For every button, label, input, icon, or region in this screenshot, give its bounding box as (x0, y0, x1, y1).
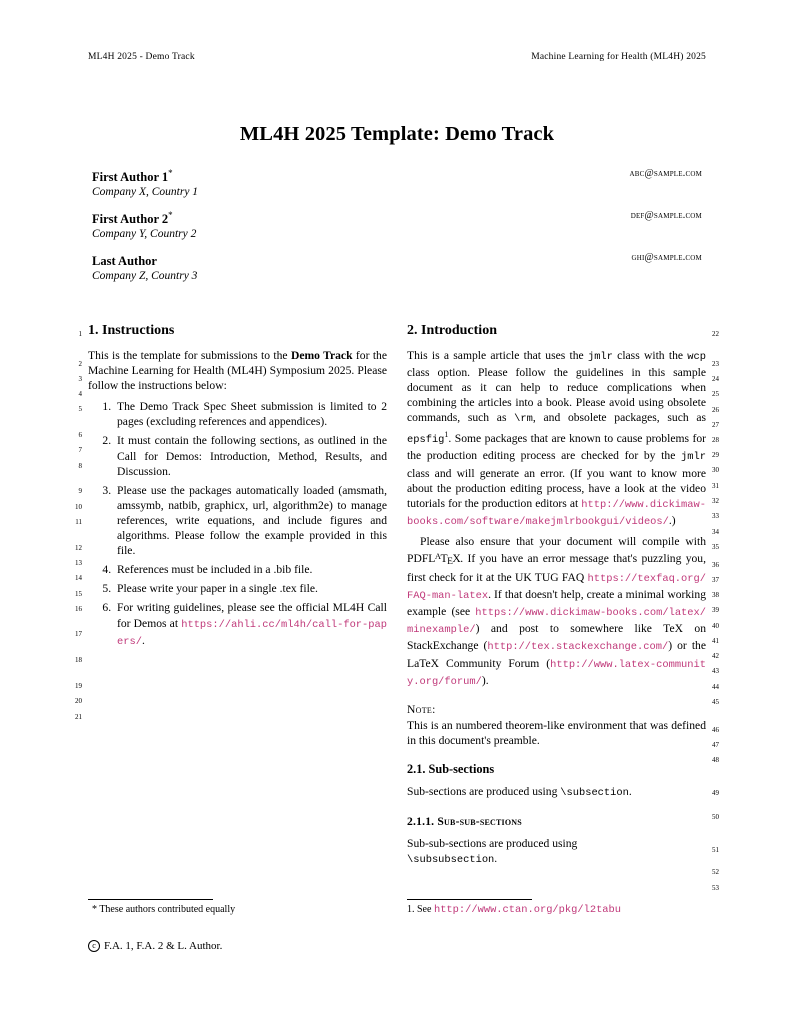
running-head-right: Machine Learning for Health (ML4H) 2025 (531, 52, 706, 62)
p1-text-2: class with the (612, 349, 688, 362)
intro-text-b: for the Machine Learning for Health (ML4H) Symposium 2025. Please follow the instructions below: (88, 349, 387, 393)
footnote-text: See (417, 904, 434, 915)
footnote-right (407, 903, 697, 917)
line-number: 45 (712, 698, 719, 706)
author-name (92, 208, 702, 227)
running-head-left: ML4H 2025 - Demo Track (88, 52, 195, 62)
list-item: 1. The Demo Track Spec Sheet submission is limited to 2 pages (excluding references and appendices). (114, 399, 387, 429)
line-number: 15 (75, 590, 82, 598)
line-number: 53 (712, 884, 719, 892)
intro-text-a: This is the template for submissions to the (88, 349, 291, 362)
author-email[interactable]: def@sample.com (630, 210, 702, 221)
author-footnote-marker: * (168, 168, 173, 178)
page-title: ML4H 2025 Template: Demo Track (239, 123, 555, 145)
line-number: 23 (712, 360, 719, 368)
line-number: 14 (75, 574, 82, 582)
line-number: 42 (712, 652, 719, 660)
p1-text-3: class option. Please follow the guidelines in this sample document as it can help to reduce complications when combining the articles into a book. Please avoid using obsolete commands, such as (407, 366, 706, 425)
ctan-l2tabu-link[interactable]: http://www.ctan.org/pkg/l2tabu (433, 904, 622, 916)
line-number: 27 (712, 421, 719, 429)
author-row (92, 250, 702, 282)
dickimaw-videos-link[interactable]: http://www.dickimaw-books.com/software/makejmlrbookgui/videos/ (407, 498, 706, 528)
subsection-text-a: Sub-sections are produced using (407, 785, 561, 799)
intro-paragraph-1 (407, 348, 706, 530)
line-number: 17 (75, 630, 82, 638)
line-number: 33 (712, 512, 719, 520)
line-number: 7 (78, 446, 82, 454)
line-number: 47 (712, 741, 719, 749)
latex-logo: $L^AT_EX$ (428, 550, 461, 567)
author-email[interactable]: abc@sample.com (629, 168, 702, 179)
subsection-text-b: . (628, 785, 632, 799)
line-number: 28 (712, 436, 719, 444)
subsubsection-heading (407, 814, 706, 829)
p2-text-3: . If that doesn't help, create a minimal working example (see (407, 588, 706, 619)
list-item: 2. It must contain the following sections, as outlined in the Call for Demos: Introduction, Method, Results, and Discussion. (114, 433, 387, 478)
copyright-icon: c (88, 940, 100, 952)
subsection-title: Sub-sections (428, 762, 495, 777)
line-number: 41 (712, 637, 719, 645)
line-number: 13 (75, 559, 82, 567)
line-number: 38 (712, 591, 719, 599)
list-item: 4. References must be included in a .bib file. (114, 562, 387, 577)
line-number: 52 (712, 868, 719, 876)
line-number: 8 (78, 462, 82, 470)
line-number: 1 (78, 330, 82, 338)
line-number: 11 (75, 518, 82, 526)
copyright-text: F.A. 1, F.A. 2 & L. Author. (104, 940, 223, 952)
line-number: 37 (712, 576, 719, 584)
line-number: 3 (78, 375, 82, 383)
author-email[interactable]: ghi@sample.com (631, 252, 702, 263)
section-number: 2. (407, 323, 418, 338)
line-number: 29 (712, 451, 719, 459)
list-item: 6. For writing guidelines, please see the official ML4H Call for Demos at https://ahli.cc/ml4h/call-for-papers/. (114, 600, 387, 649)
p1-text-6: class and will generate an error. (If you want to know more about the production editing process, have a look at the video tutorials for the production editors at (407, 466, 706, 510)
p2-text-5: ) or the LaTeX Community Forum ( (407, 639, 706, 670)
author-block (92, 166, 702, 292)
author-name-text: First Author 2 (92, 212, 169, 227)
line-number: 31 (712, 482, 719, 490)
section-number: 1. (88, 323, 99, 338)
texfaq-link[interactable]: https://texfaq.org/FAQ-man-latex (407, 573, 706, 603)
intro-paragraph (88, 348, 387, 393)
line-number: 20 (75, 697, 82, 705)
author-affiliation: Company Y, Country 2 (92, 228, 197, 241)
p1-text-4: , and obsolete packages, such as (532, 411, 707, 425)
p1-text-1: This is a sample article that uses the (407, 349, 588, 362)
right-column (407, 322, 706, 872)
footnote-rule-left (88, 899, 213, 900)
line-number: 2 (78, 360, 82, 368)
p2-text-1: Please also ensure that your document will compile with PDF (407, 534, 706, 565)
p1-text-5: . Some packages that are known to cause problems for the production editing process are checked for by the (407, 432, 706, 463)
line-number: 39 (712, 606, 719, 614)
p2-text-6: ). (481, 673, 489, 687)
line-number: 30 (712, 466, 719, 474)
line-number: 51 (712, 846, 719, 854)
p1-code-epsfig: epsfig (407, 434, 445, 447)
p1-code-jmlr-2: jmlr (681, 451, 706, 464)
subsubsection-code: \subsubsection (407, 854, 495, 867)
section-heading-introduction (407, 322, 706, 339)
line-number: 10 (75, 503, 82, 511)
author-name-text: Last Author (92, 254, 157, 269)
author-affiliation: Company Z, Country 3 (92, 270, 198, 283)
line-number: 34 (712, 528, 719, 536)
subsubsection-number: 2.1.1. (407, 815, 435, 829)
intro-bold-demo-track: Demo Track (290, 349, 353, 362)
subsubsection-title: Sub-sub-sections (437, 815, 522, 829)
line-number: 16 (75, 605, 82, 613)
list-item: 3. Please use the packages automatically loaded (amsmath, amssymb, natbib, graphicx, url, algorithm2e) to manage references, write equations, and include figures and algorithms. Please follow the example provided in this file. (114, 483, 387, 558)
p2-text-4: ) and post to somewhere like TeX on StackExchange ( (407, 622, 706, 653)
author-affiliation: Company X, Country 1 (92, 186, 199, 199)
list-item-text: For writing guidelines, please see the official ML4H Call for Demos at (117, 601, 387, 630)
p1-code-jmlr: jmlr (587, 351, 613, 363)
subsubsection-text-a: Sub-sub-sections are produced using (407, 837, 578, 851)
subsection-paragraph (407, 784, 706, 801)
line-number: 44 (712, 683, 719, 691)
line-number: 18 (75, 656, 82, 664)
footnote-rule-right (407, 899, 532, 900)
line-number: 49 (712, 789, 719, 797)
line-number: 22 (712, 330, 719, 338)
line-number: 50 (712, 813, 719, 821)
footnote-marker-1[interactable]: 1 (444, 430, 449, 440)
line-number: 5 (78, 405, 82, 413)
section-title: Instructions (102, 323, 175, 338)
line-number: 21 (75, 713, 82, 721)
line-number: 24 (712, 375, 719, 383)
intro-paragraph-2 (407, 534, 706, 690)
line-number: 26 (712, 406, 719, 414)
line-number: 40 (712, 622, 719, 630)
note-label: Note: (407, 702, 436, 716)
footnote-left: * These authors contributed equally (92, 904, 236, 915)
line-number: 19 (75, 682, 82, 690)
line-number: 46 (712, 726, 719, 734)
list-item: 5. Please write your paper in a single .tex file. (114, 581, 387, 596)
subsection-number: 2.1. (407, 762, 426, 777)
running-head (88, 52, 706, 62)
footnote-number: 1. (407, 904, 415, 915)
line-number: 36 (712, 561, 719, 569)
line-number: 32 (712, 497, 719, 505)
author-footnote-marker: * (168, 210, 173, 220)
author-name (92, 166, 702, 185)
line-number: 4 (78, 390, 82, 398)
author-row (92, 166, 702, 198)
subsection-heading-sub-sections (407, 762, 706, 777)
copyright-line (88, 940, 222, 952)
line-number: 6 (78, 431, 82, 439)
author-row (92, 208, 702, 240)
note-text: This is an numbered theorem-like environment that was defined in this document's preamble. (407, 718, 706, 747)
subsubsection-paragraph (407, 836, 706, 868)
latex-community-link[interactable]: http://www.latex-community.org/forum/ (407, 658, 706, 688)
line-number: 48 (712, 756, 719, 764)
line-number: 12 (75, 544, 82, 552)
p1-code-rm: \rm (514, 413, 533, 426)
section-heading-instructions (88, 322, 387, 339)
line-number: 9 (78, 487, 82, 495)
line-number: 43 (712, 667, 719, 675)
p1-code-wcp: wcp (687, 351, 707, 363)
left-column (88, 322, 387, 654)
call-for-papers-link[interactable]: https://ahli.cc/ml4h/call-for-papers/ (117, 618, 387, 648)
line-number: 25 (712, 390, 719, 398)
subsubsection-text-b: . (494, 852, 498, 866)
author-name-text: First Author 1 (92, 170, 169, 185)
p2-text-2: . If you have an error message that's puzzling you, first check for it at the UK TUG FAQ (407, 551, 706, 585)
stackexchange-link[interactable]: http://tex.stackexchange.com/ (487, 641, 669, 654)
subsection-code: \subsection (560, 787, 629, 800)
line-number: 35 (712, 543, 719, 551)
section-title: Introduction (421, 323, 497, 338)
minexample-link[interactable]: https://www.dickimaw-books.com/latex/minexample/ (407, 607, 706, 637)
p1-text-7: .) (668, 513, 676, 527)
author-name (92, 250, 702, 269)
instruction-list (88, 399, 387, 649)
